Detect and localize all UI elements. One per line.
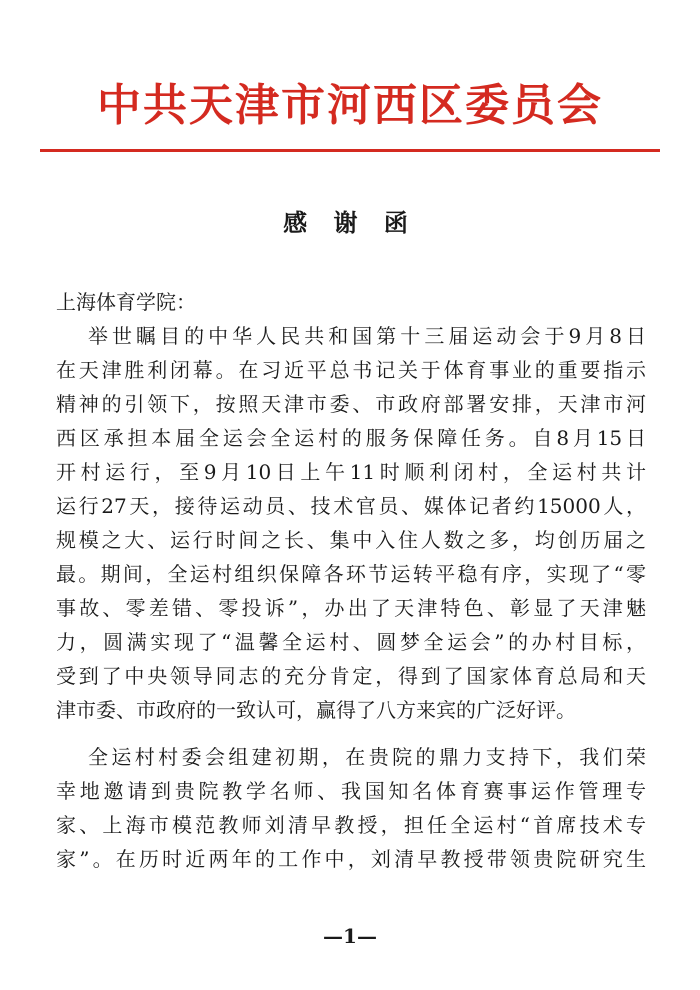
body-line: 力，圆满实现了“温馨全运村、圆梦全运会”的办村目标， bbox=[56, 630, 646, 654]
body-line: 规模之大、运行时间之长、集中入住人数之多，均创历届之 bbox=[56, 528, 646, 552]
body-line: 受到了中央领导同志的充分肯定，得到了国家体育总局和天 bbox=[56, 664, 646, 688]
body-line: 全运村村委会组建初期，在贵院的鼎力支持下，我们荣 bbox=[88, 745, 646, 769]
body-line: 举世瞩目的中华人民共和国第十三届运动会于9月8日 bbox=[88, 324, 646, 348]
page-number: —1— bbox=[323, 924, 377, 948]
body-line: 幸地邀请到贵院教学名师、我国知名体育赛事运作管理专 bbox=[56, 779, 646, 803]
letterhead-org-name: 中共天津市河西区委员会 bbox=[97, 80, 603, 131]
body-line: 津市委、市政府的一致认可，赢得了八方来宾的广泛好评。 bbox=[56, 698, 576, 722]
body-line: 运行27天，接待运动员、技术官员、媒体记者约15000人， bbox=[56, 494, 646, 518]
salutation: 上海体育学院： bbox=[56, 290, 196, 314]
body-line: 在天津胜利闭幕。在习近平总书记关于体育事业的重要指示 bbox=[56, 358, 646, 382]
body-line: 开村运行，至9月10日上午11时顺利闭村，全运村共计 bbox=[56, 460, 646, 484]
document-title: 感 谢 函 bbox=[283, 208, 417, 237]
body-line: 精神的引领下，按照天津市委、市政府部署安排，天津市河 bbox=[56, 392, 646, 416]
body-line: 西区承担本届全运会全运村的服务保障任务。自8月15日 bbox=[56, 426, 646, 450]
letterhead-red-rule bbox=[40, 149, 660, 152]
body-line: 家”。在历时近两年的工作中，刘清早教授带领贵院研究生 bbox=[56, 847, 646, 871]
body-line: 最。期间，全运村组织保障各环节运转平稳有序，实现了“零 bbox=[56, 562, 646, 586]
body-line: 家、上海市模范教师刘清早教授，担任全运村“首席技术专 bbox=[56, 813, 646, 837]
body-line: 事故、零差错、零投诉”，办出了天津特色、彰显了天津魅 bbox=[56, 596, 646, 620]
